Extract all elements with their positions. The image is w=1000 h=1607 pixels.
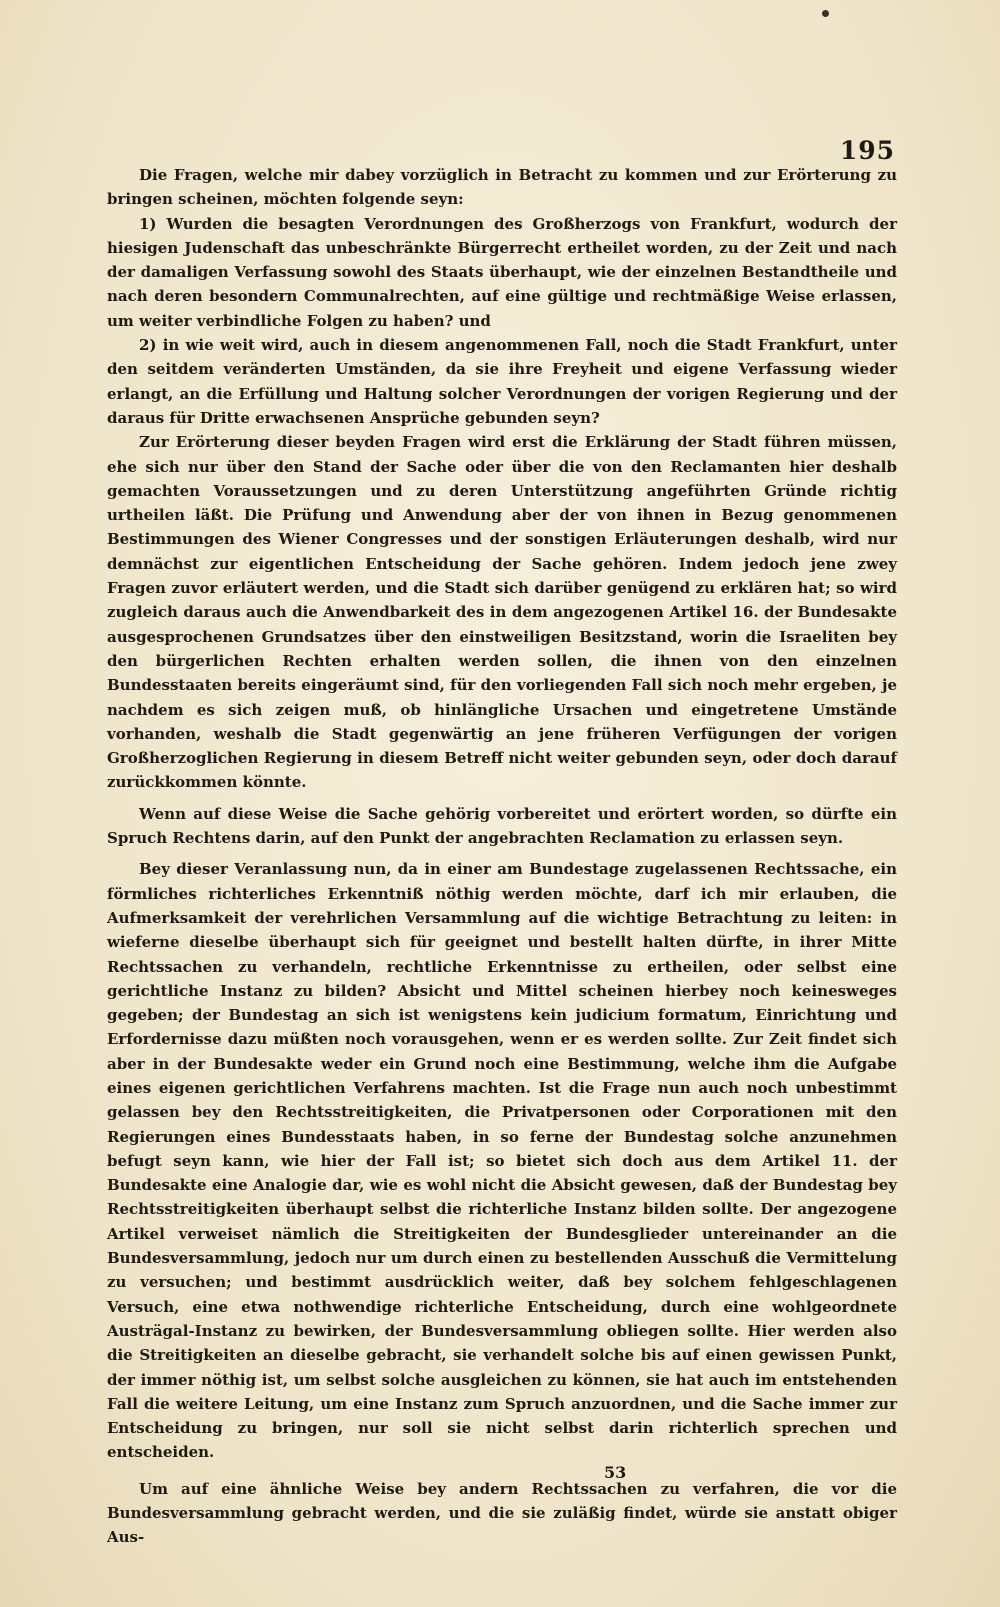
signature-mark: 53 <box>604 1463 627 1482</box>
paragraph-veranlassung: Bey dieser Veranlassung nun, da in einer am Bundestage zugelassenen Rechtssache, ein förmliches richterliches Erkenntniß nöthig werden möchte, darf ich mir erlauben, die Aufmerksamkeit der verehrlichen Versammlung auf die wichtige Betrachtung zu leiten: in wieferne dieselbe überhaupt sich für geeignet und bestellt halten dürfte, in ihrer Mitte Rechtssachen zu verhandeln, rechtliche Erkenntnisse zu ertheilen, oder selbst eine gerichtliche Instanz zu bilden? Absicht und Mittel scheinen hierbey noch keinesweges gegeben; der Bundestag an sich ist wenigstens kein judicium formatum, Einrichtung und Erfordernisse dazu müßten noch vorausgehen, wenn er es werden sollte. Zur Zeit findet sich aber in der Bundesakte weder ein Grund noch eine Bestimmung, welche ihm die Aufgabe eines eigenen gerichtlichen Verfahrens machten. Ist die Frage nun auch noch unbestimmt gelassen bey den Rechtsstreitigkeiten, die Privatpersonen oder Corporationen mit den Regierungen eines Bundesstaats haben, in so ferne der Bundestag solche anzunehmen befugt seyn kann, wie hier der Fall ist; so bietet sich doch aus dem Artikel 11. der Bundesakte eine Analogie dar, wie es wohl nicht die Absicht gewesen, daß der Bundestag bey Rechtsstreitigkeiten überhaupt selbst die richterliche Instanz bilden sollte. Der angezogene Artikel verweiset nämlich die Streitigkeiten der Bundesglieder untereinander an die Bundesversammlung, jedoch nur um durch einen zu bestellenden Ausschuß die Vermittelung zu versuchen; und bestimmt ausdrücklich weiter, daß bey solchem fehlgeschlagenen Versuch, eine etwa nothwendige richterliche Entscheidung, durch eine wohlgeordnete Austrägal-Instanz zu bewirken, der Bundesversammlung obliegen sollte. Hier werden also die Streitigkeiten an dieselbe gebracht, sie verhandelt solche bis auf einen gewissen Punkt, der immer nöthig ist, um selbst solche ausgleichen zu können, sie hat auch im entstehenden Fall die weitere Leitung, um eine Instanz zum Spruch anzuordnen, und die Sache immer zur Entscheidung zu bringen, nur soll sie nicht selbst darin richterlich sprechen und entscheiden. <box>107 860 897 1462</box>
paragraph-question-1: 1) Wurden die besagten Verordnungen des Großherzogs von Frankfurt, wodurch der hiesigen Judenschaft das unbeschränkte Bürgerrecht ertheilet worden, zu der Zeit und nach der damaligen Verfassung sowohl des Staats überhaupt, wie der einzelnen Bestandtheile und nach deren besondern Communalrechten, auf eine gültige und rechtmäßige Weise erlassen, um weiter verbindliche Folgen zu haben? und <box>107 214 897 330</box>
paragraph-verfahren: Um auf eine ähnliche Weise bey andern Rechtssachen zu verfahren, die vor die Bundesversammlung gebracht werden, und die sie zuläßig findet, würde sie anstatt obiger Aus- <box>107 1479 897 1547</box>
document-body <box>107 163 897 1550</box>
paragraph-question-2: 2) in wie weit wird, auch in diesem angenommenen Fall, noch die Stadt Frankfurt, unter den seitdem veränderten Umständen, da sie ihre Freyheit und eigene Verfassung wieder erlangt, an die Erfüllung und Haltung solcher Verordnungen der vorigen Regierung und der daraus für Dritte erwachsenen Ansprüche gebunden seyn? <box>107 336 897 427</box>
page-number: 195 <box>839 136 895 165</box>
paragraph-intro: Die Fragen, welche mir dabey vorzüglich in Betracht zu kommen und zur Erörterung zu bringen scheinen, möchten folgende seyn: <box>107 166 897 209</box>
paragraph-erorterung: Zur Erörterung dieser beyden Fragen wird erst die Erklärung der Stadt führen müssen, ehe sich nur über den Stand der Sache oder über die von den Reclamanten hier deshalb gemachten Voraussetzungen und zu deren Unterstützung angeführten Gründe richtig urtheilen läßt. Die Prüfung und Anwendung aber der von ihnen in Bezug genommenen Bestimmungen des Wiener Congresses und der sonstigen Erläuterungen deshalb, wird nur demnächst zur eigentlichen Entscheidung der Sache gehören. Indem jedoch jene zwey Fragen zuvor erläutert werden, und die Stadt sich darüber genügend zu erklären hat; so wird zugleich daraus auch die Anwendbarkeit des in dem angezogenen Artikel 16. der Bundesakte ausgesprochenen Grundsatzes über den einstweiligen Besitzstand, worin die Israeliten bey den bürgerlichen Rechten erhalten werden sollen, die ihnen von den einzelnen Bundesstaaten bereits eingeräumt sind, für den vorliegenden Fall sich noch mehr ergeben, je nachdem es sich zeigen muß, ob hinlängliche Ursachen und eingetretene Umstände vorhanden, weshalb die Stadt gegenwärtig an jene früheren Verfügungen der vorigen Großherzoglichen Regierung in diesem Betreff nicht weiter gebunden seyn, oder doch darauf zurückkommen könnte. <box>107 433 897 792</box>
ink-dot <box>822 10 829 17</box>
paragraph-spruch: Wenn auf diese Weise die Sache gehörig vorbereitet und erörtert worden, so dürfte ein Spruch Rechtens darin, auf den Punkt der angebrachten Reclamation zu erlassen seyn. <box>107 804 897 848</box>
